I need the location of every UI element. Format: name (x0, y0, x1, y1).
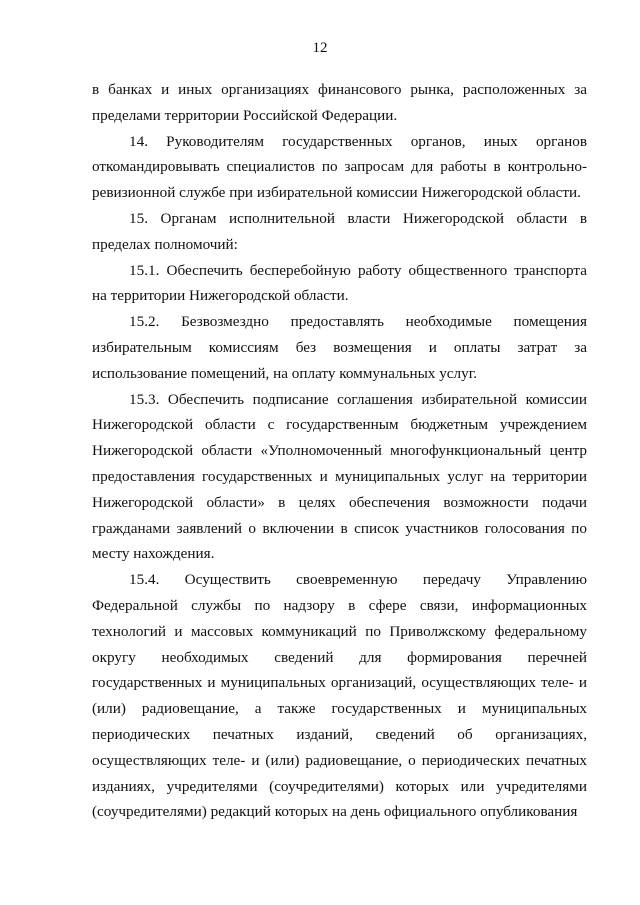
paragraph-15: 15. Органам исполнительной власти Нижегородской области в пределах полномочий: (92, 209, 587, 253)
paragraph-continuation: в банках и иных организациях финансового рынка, расположенных за пределами территории Российской Федерации. (92, 81, 587, 124)
document-body (92, 77, 587, 825)
paragraph-15-2: 15.2. Безвозмездно предоставлять необходимые помещения избирательным комиссиям без возмещения и оплаты затрат за использование помещений, на оплату коммунальных услуг. (92, 313, 587, 382)
paragraph-15-4: 15.4. Осуществить своевременную передачу Управлению Федеральной службы по надзору в сфере связи, информационных технологий и массовых коммуникаций по Приволжскому федеральному округу необходимых сведений для формирования перечней государственных и муниципальных организаций, осуществляющих теле- и (или) радиовещание, а также государственных и муниципальных периодических печатных изданий, сведений об организациях, осуществляющих теле- и (или) радиовещание, о периодических печатных изданиях, учредителями (соучредителями) которых или учредителями (соучредителями) редакций которых на день официального опубликования (92, 571, 587, 821)
paragraph-15-3: 15.3. Обеспечить подписание соглашения избирательной комиссии Нижегородской области с государственным бюджетным учреждением Нижегородской области «Уполномоченный многофункциональный центр предоставления государственных и муниципальных услуг на территории Нижегородской области» в целях обеспечения возможности подачи гражданами заявлений о включении в список участников голосования по месту нахождения. (92, 390, 587, 563)
page-number: 12 (312, 40, 328, 56)
paragraph-14: 14. Руководителям государственных органов, иных органов откомандировывать специалистов по запросам для работы в контрольно-ревизионной службе при избирательной комиссии Нижегородской области. (92, 132, 587, 202)
paragraph-15-1: 15.1. Обеспечить бесперебойную работу общественного транспорта на территории Нижегородской области. (92, 261, 587, 305)
